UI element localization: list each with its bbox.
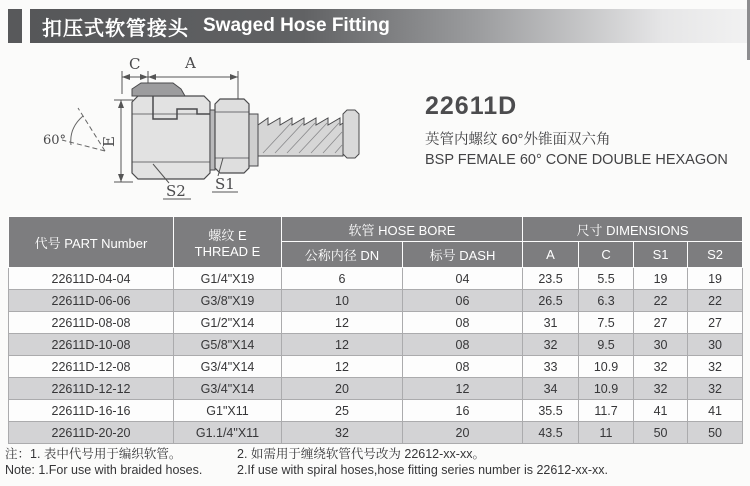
page-title-en: Swaged Hose Fitting (203, 15, 390, 36)
dim-s2-cell: 50 (688, 422, 743, 444)
dim-a-cell: 35.5 (523, 400, 579, 422)
table-row (9, 312, 743, 334)
part-number-cell: 22611D-16-16 (9, 400, 174, 422)
part-number-cell: 22611D-04-04 (9, 268, 174, 290)
dim-s2-cell: 32 (688, 356, 743, 378)
part-number-cell: 22611D-10-08 (9, 334, 174, 356)
dn-cell: 12 (282, 312, 403, 334)
dim-s2-cell: 32 (688, 378, 743, 400)
dn-cell: 10 (282, 290, 403, 312)
hex-label-s2: S2 (166, 182, 186, 200)
dn-cell: 25 (282, 400, 403, 422)
thread-cell: G5/8"X14 (174, 334, 282, 356)
part-number-cell: 22611D-12-12 (9, 378, 174, 400)
dim-s1-cell: 22 (634, 290, 688, 312)
header-part-number: 代号 PART Number (9, 217, 174, 268)
footnotes (5, 446, 744, 478)
dash-cell: 08 (403, 334, 523, 356)
dim-label-c: C (129, 55, 141, 73)
dash-cell: 08 (403, 312, 523, 334)
fitting-technical-drawing (25, 52, 365, 204)
header-hose-bore: 软管 HOSE BORE (282, 217, 523, 242)
dim-label-e: E (100, 136, 118, 147)
footnote-1-en: Note: 1.For use with braided hoses. (5, 463, 203, 477)
header-dash: 标号 DASH (403, 242, 523, 268)
dim-c-cell: 7.5 (579, 312, 634, 334)
header-dim-c: C (579, 242, 634, 268)
table-header (9, 217, 743, 268)
part-number-cell: 22611D-08-08 (9, 312, 174, 334)
table-row (9, 378, 743, 400)
footnote-2-cn: 2. 如需用于缠绕软管代号改为 22612-xx-xx。 (237, 447, 485, 461)
dn-cell: 12 (282, 334, 403, 356)
thread-cell: G1"X11 (174, 400, 282, 422)
part-number-cell: 22611D-12-08 (9, 356, 174, 378)
part-number-cell: 22611D-06-06 (9, 290, 174, 312)
footnote-1 (5, 446, 237, 478)
dim-c-cell: 10.9 (579, 378, 634, 400)
header-dim-s1: S1 (634, 242, 688, 268)
header-thread-en: THREAD E (194, 244, 261, 259)
table-row (9, 422, 743, 444)
dash-cell: 06 (403, 290, 523, 312)
header-dim-s2: S2 (688, 242, 743, 268)
dn-cell: 32 (282, 422, 403, 444)
dash-cell: 04 (403, 268, 523, 290)
dash-cell: 16 (403, 400, 523, 422)
footnote-1-cn: 注：1. 表中代号用于编织软管。 (5, 447, 182, 461)
specifications-table (8, 216, 743, 444)
dn-cell: 6 (282, 268, 403, 290)
dash-cell: 12 (403, 378, 523, 400)
thread-cell: G1/4"X19 (174, 268, 282, 290)
dim-s2-cell: 41 (688, 400, 743, 422)
header-thread (174, 217, 282, 268)
header-dn: 公称内径 DN (282, 242, 403, 268)
table-row (9, 400, 743, 422)
dn-cell: 20 (282, 378, 403, 400)
dim-a-cell: 23.5 (523, 268, 579, 290)
dash-cell: 08 (403, 356, 523, 378)
table-row (9, 268, 743, 290)
thread-cell: G3/8"X19 (174, 290, 282, 312)
product-info (425, 92, 728, 168)
dn-cell: 12 (282, 356, 403, 378)
thread-cell: G1.1/4"X11 (174, 422, 282, 444)
product-description-en: BSP FEMALE 60° CONE DOUBLE HEXAGON (425, 152, 728, 168)
title-accent-square (8, 9, 22, 43)
footnote-2 (237, 446, 744, 478)
dim-c-cell: 5.5 (579, 268, 634, 290)
footnote-2-en: 2.If use with spiral hoses,hose fitting series number is 22612-xx-xx. (237, 463, 609, 477)
dim-s1-cell: 50 (634, 422, 688, 444)
dim-a-cell: 32 (523, 334, 579, 356)
header-dim-a: A (523, 242, 579, 268)
cone-angle-label: 60° (43, 133, 67, 148)
dim-a-cell: 26.5 (523, 290, 579, 312)
table-row (9, 334, 743, 356)
dim-s1-cell: 32 (634, 378, 688, 400)
dim-a-cell: 31 (523, 312, 579, 334)
dim-s2-cell: 30 (688, 334, 743, 356)
dim-s1-cell: 41 (634, 400, 688, 422)
thread-cell: G1/2"X14 (174, 312, 282, 334)
dim-s1-cell: 32 (634, 356, 688, 378)
product-description-cn: 英管内螺纹 60°外锥面双六角 (425, 132, 611, 148)
table-row (9, 290, 743, 312)
dim-c-cell: 9.5 (579, 334, 634, 356)
dim-s2-cell: 19 (688, 268, 743, 290)
dim-c-cell: 11 (579, 422, 634, 444)
dim-s1-cell: 30 (634, 334, 688, 356)
dim-label-a: A (185, 54, 196, 72)
header-dimensions: 尺寸 DIMENSIONS (523, 217, 743, 242)
dim-a-cell: 33 (523, 356, 579, 378)
dash-cell: 20 (403, 422, 523, 444)
page-title-cn: 扣压式软管接头 (42, 17, 189, 40)
thread-cell: G3/4"X14 (174, 378, 282, 400)
dim-a-cell: 34 (523, 378, 579, 400)
dim-c-cell: 10.9 (579, 356, 634, 378)
thread-cell: G3/4"X14 (174, 356, 282, 378)
dim-s2-cell: 27 (688, 312, 743, 334)
product-code: 22611D (425, 92, 518, 120)
dim-c-cell: 11.7 (579, 400, 634, 422)
part-number-cell: 22611D-20-20 (9, 422, 174, 444)
dim-s1-cell: 27 (634, 312, 688, 334)
header-thread-cn: 螺纹 E (208, 228, 247, 243)
page-title-bar (30, 9, 750, 43)
table-row (9, 356, 743, 378)
hex-label-s1: S1 (215, 175, 235, 193)
dim-s2-cell: 22 (688, 290, 743, 312)
dim-c-cell: 6.3 (579, 290, 634, 312)
dim-s1-cell: 19 (634, 268, 688, 290)
dim-a-cell: 43.5 (523, 422, 579, 444)
